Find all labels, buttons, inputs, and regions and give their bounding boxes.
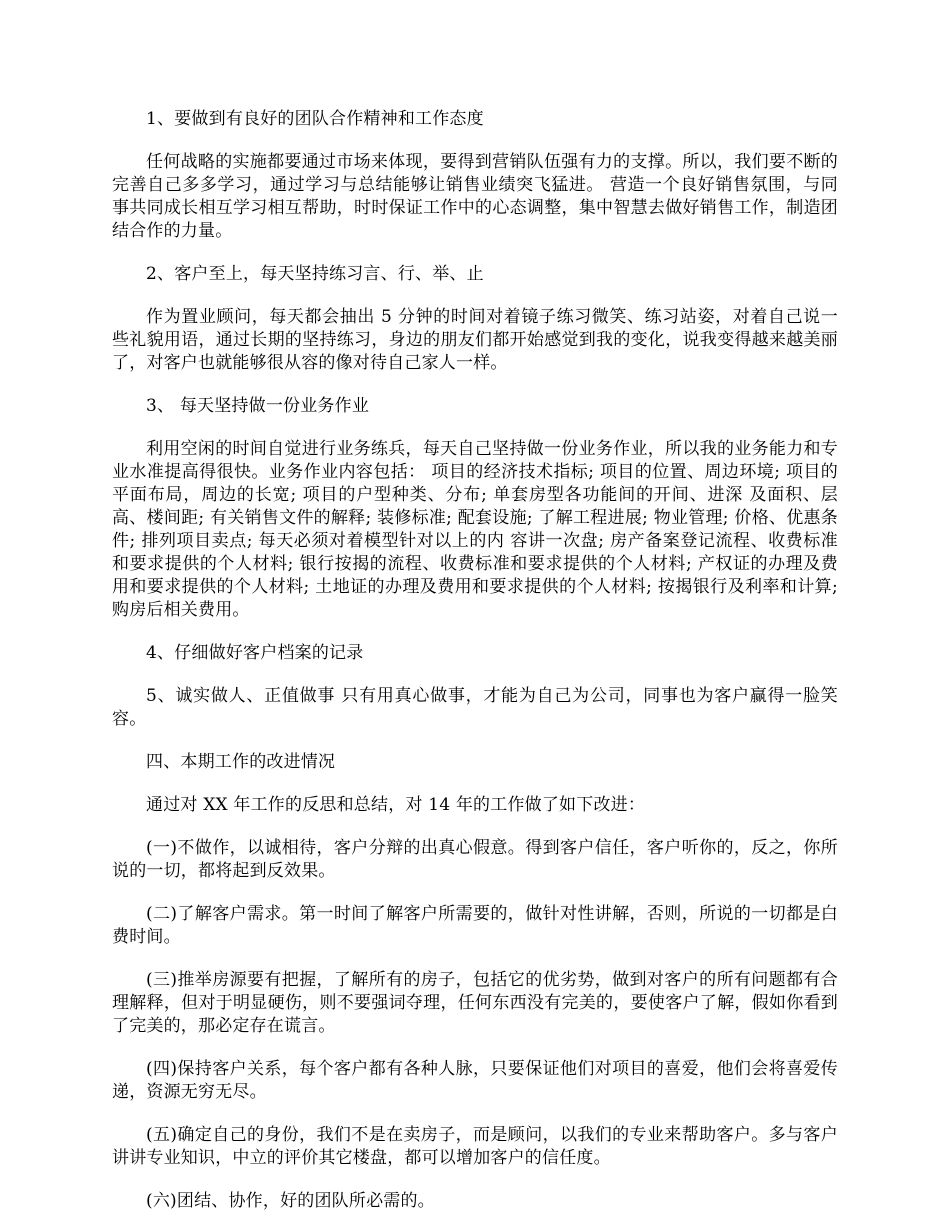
- paragraph-improvement-3: (三)推举房源要有把握，了解所有的房子，包括它的优劣势，做到对客户的所有问题都有合理解释，但对于明显硬伤，则不要强词夺理，任何东西没有完美的，要使客户了解，假如你看到了完美的，那必定存在谎言。: [112, 970, 838, 1036]
- paragraph-improvement-6: (六)团结、协作，好的团队所必需的。: [146, 1191, 435, 1211]
- paragraph-honesty: 5、诚实做人、正值做事 只有用真心做事，才能为自己为公司，同事也为客户赢得一脸笑容。: [112, 686, 838, 729]
- paragraph-daily-homework: 利用空闲的时间自觉进行业务练兵，每天自己坚持做一份业务作业，所以我的业务能力和专业水准提高得很快。业务作业内容包括： 项目的经济技术指标; 项目的位置、周边环境; 项目的平面布局，周边的长宽; 项目的户型种类、分布; 单套房型各功能间的开间、进深 及面积、层高、楼间距; 有关销售文件的解释; 装修标准; 配套设施; 了解工程进展; 物业管理; 价格、优惠条件; 排列项目卖点; 每天必须对着模型针对以上的内 容讲一次盘; 房产备案登记流程、收费标准和要求提供的个人材料; 银行按揭的流程、收费标准和要求提供的个人材料; 产权证的办理及费用和要求提供的个人材料; 土地证的办理及费用和要求提供的个人材料; 按揭银行及利率和计算; 购房后相关费用。: [112, 439, 838, 620]
- section-heading-daily-homework: 3、 每天坚持做一份业务作业: [146, 396, 370, 416]
- section-heading-customer-first: 2、客户至上，每天坚持练习言、行、举、止: [146, 264, 484, 284]
- paragraph-improvement-1: (一)不做作，以诚相待，客户分辩的出真心假意。得到客户信任，客户听你的，反之，你所说的一切，都将起到反效果。: [112, 838, 838, 881]
- paragraph-improvement-4: (四)保持客户关系，每个客户都有各种人脉，只要保证他们对项目的喜爱，他们会将喜爱传递，资源无穷无尽。: [112, 1059, 838, 1102]
- paragraph-improvement-2: (二)了解客户需求。第一时间了解客户所需要的，做针对性讲解，否则，所说的一切都是白费时间。: [112, 904, 838, 947]
- section-heading-teamwork: 1、要做到有良好的团队合作精神和工作态度: [146, 109, 484, 129]
- paragraph-customer-first: 作为置业顾问，每天都会抽出 5 分钟的时间对着镜子练习微笑、练习站姿，对着自己说一些礼貌用语，通过长期的坚持练习，身边的朋友们都开始感觉到我的变化，说我变得越来越美丽了，对客户也就能够很从容的像对待自己家人一样。: [112, 307, 838, 373]
- section-heading-improvements: 四、本期工作的改进情况: [146, 752, 336, 772]
- paragraph-improvement-5: (五)确定自己的身份，我们不是在卖房子，而是顾问，以我们的专业来帮助客户。多与客户讲讲专业知识，中立的评价其它楼盘，都可以增加客户的信任度。: [112, 1125, 838, 1168]
- section-heading-customer-records: 4、仔细做好客户档案的记录: [146, 643, 364, 663]
- paragraph-teamwork: 任何战略的实施都要通过市场来体现，要得到营销队伍强有力的支撑。所以，我们要不断的完善自己多多学习，通过学习与总结能够让销售业绩突飞猛进。 营造一个良好销售氛围，与同事共同成长相互学习相互帮助，时时保证工作中的心态调整，集中智慧去做好销售工作，制造团结合作的力量。: [112, 152, 838, 241]
- paragraph-improvements-intro: 通过对 XX 年工作的反思和总结，对 14 年的工作做了如下改进：: [146, 795, 646, 815]
